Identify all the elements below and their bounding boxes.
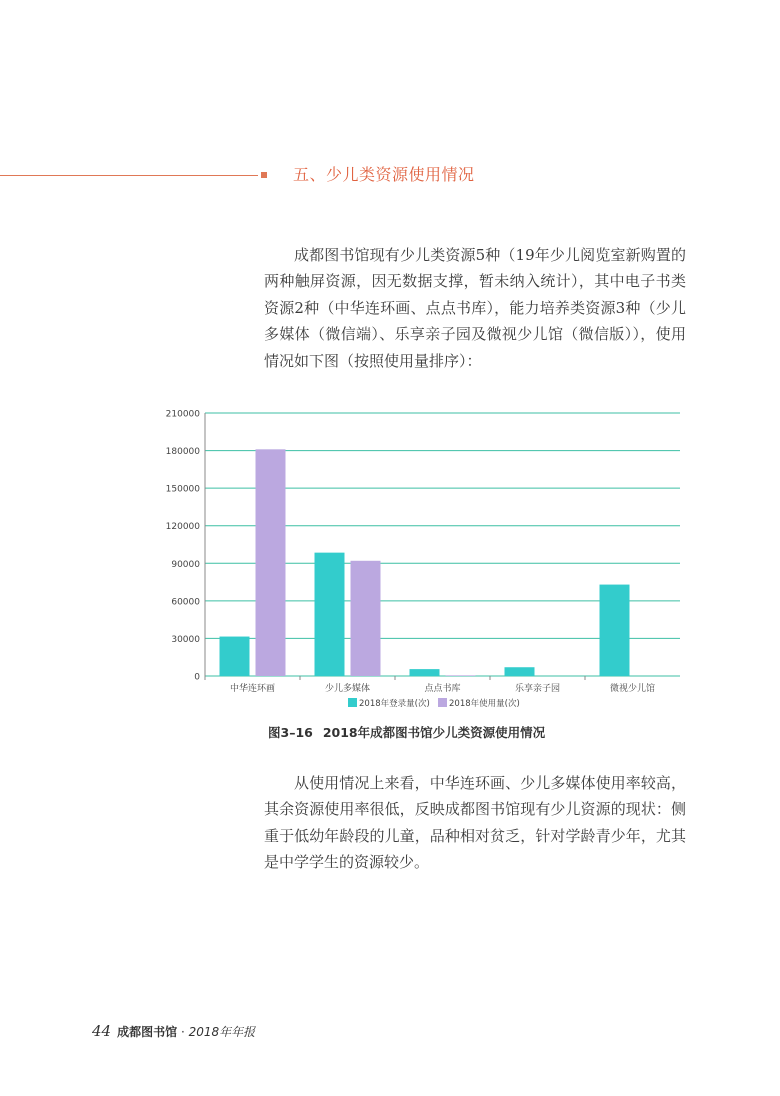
bar-logins — [315, 553, 345, 676]
y-tick-label: 60000 — [171, 597, 200, 608]
x-tick-label: 微视少儿馆 — [609, 684, 656, 694]
intro-paragraph: 成都图书馆现有少儿类资源5种（19年少儿阅览室新购置的两种触屏资源，因无数据支撑，暂未纳入统计），其中电子书类资源2种（中华连环画、点点书库），能力培养类资源3种（少儿多媒体（微信端）、乐享亲子园及微视少儿馆（微信版）），使用情况如下图（按照使用量排序）： — [264, 246, 686, 370]
y-tick-label: 180000 — [165, 447, 200, 458]
section-title: 五、少儿类资源使用情况 — [293, 165, 475, 184]
bar-logins — [410, 669, 440, 676]
figure-title: 2018年成都图书馆少儿类资源使用情况 — [322, 725, 546, 740]
x-axis-labels — [205, 676, 655, 694]
chart-legend — [348, 698, 520, 709]
usage-bar-chart — [160, 400, 700, 720]
y-tick-label: 120000 — [165, 522, 200, 533]
footer-report-name: 2018年年报 — [188, 1025, 256, 1039]
y-tick-label: 30000 — [171, 634, 200, 645]
bar-usage — [446, 675, 476, 676]
footer-org: 成都图书馆 — [117, 1025, 178, 1039]
y-tick-label: 90000 — [171, 559, 200, 570]
legend-swatch — [348, 698, 357, 707]
y-tick-label: 150000 — [165, 484, 200, 495]
footer-separator: · — [180, 1025, 185, 1039]
bar-usage — [256, 449, 286, 676]
x-tick-label: 乐享亲子园 — [514, 684, 561, 694]
legend-swatch — [438, 698, 447, 707]
page-footer — [92, 1022, 255, 1040]
legend-label: 2018年使用量(次) — [449, 699, 520, 709]
bar-logins — [505, 667, 535, 676]
y-axis-ticks — [166, 410, 201, 683]
bar-logins — [600, 585, 630, 676]
x-tick-label: 少儿多媒体 — [324, 684, 371, 694]
y-tick-label: 210000 — [165, 409, 200, 420]
chart-bars — [220, 449, 630, 676]
legend-label: 2018年登录量(次) — [359, 699, 430, 709]
bar-logins — [220, 637, 250, 676]
figure-number: 图3–16 — [268, 725, 313, 740]
figure-caption — [268, 723, 555, 741]
analysis-paragraph: 从使用情况上来看，中华连环画、少儿多媒体使用率较高，其余资源使用率很低，反映成都图书馆现有少儿资源的现状：侧重于低幼年龄段的儿童，品种相对贫乏，针对学龄青少年，尤其是中学学生的资源较少。 — [264, 774, 686, 872]
header-rule — [0, 175, 258, 176]
page-number: 44 — [92, 1022, 112, 1040]
header-bullet — [261, 172, 267, 178]
y-tick-label: 0 — [194, 672, 200, 683]
x-tick-label: 点点书库 — [424, 684, 461, 694]
x-tick-label: 中华连环画 — [229, 684, 276, 694]
bar-usage — [351, 561, 381, 676]
